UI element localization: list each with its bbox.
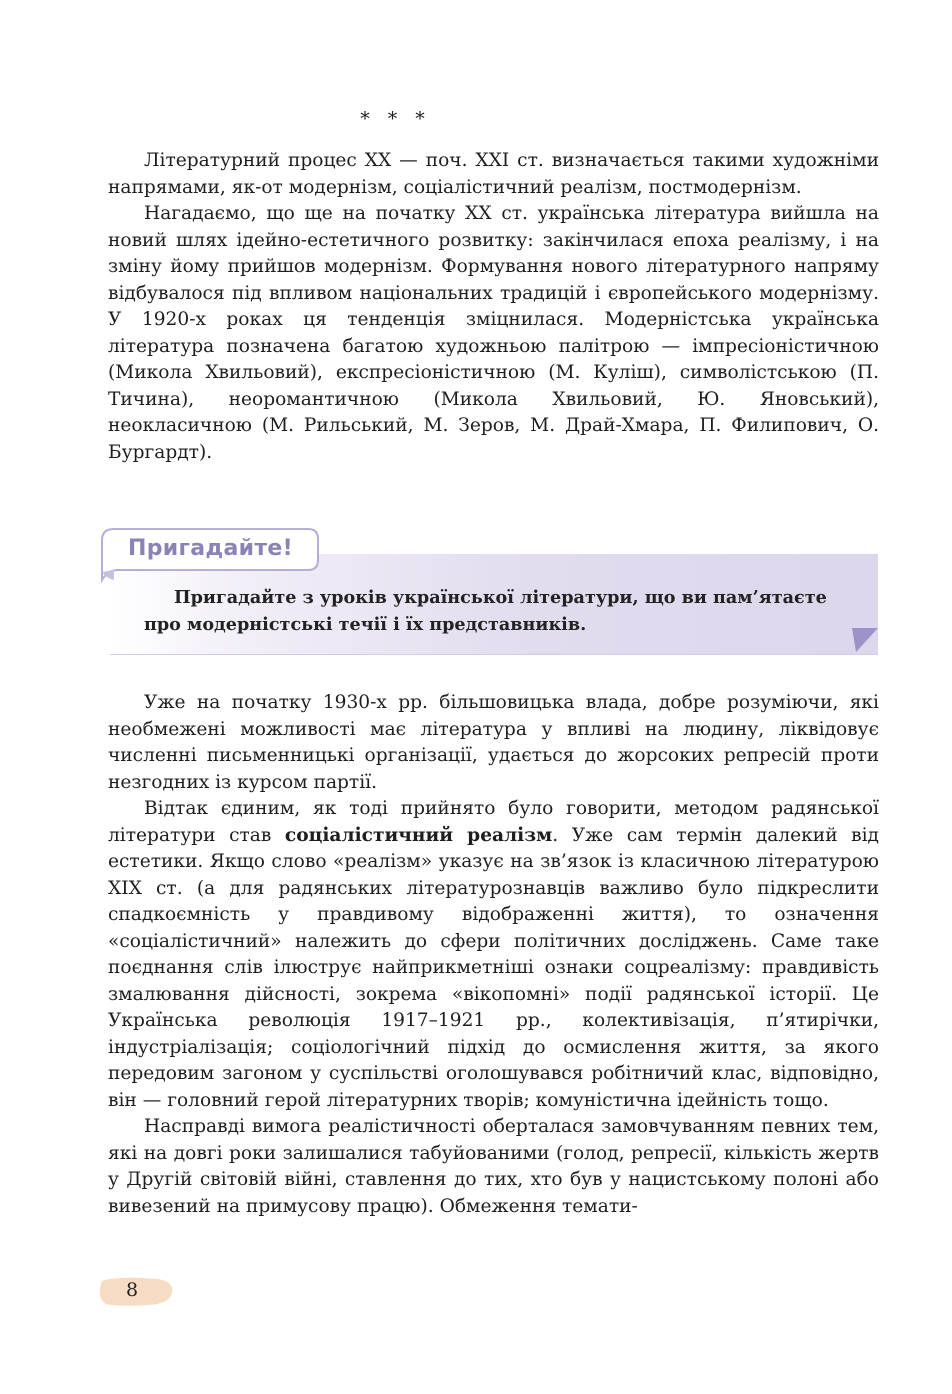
paragraph-text: . Уже сам термін далекий від естетики. Якщо слово «реалізм» указує на зв’язок із класичною літературою XIX ст. (а для радянських літературознавців важливо було підкреслити спадкоємність у правдивому відображенні життя), то означення «соціалістичний» належить до сфери політичних досліджень. Саме таке поєднання слів ілюструє найприкметніші ознаки соцреалізму: правдивість змалювання дійсності, зокрема «вікопомні» події радянської історії. Це Українська революція 1917–1921 рр., колективізація, п’ятирічки, індустріалізація; соціологічний підхід до осмислення життя, за якого передовим загоном у суспільстві оголошувався робітничий клас, відповідно, він — головний герой літературних творів; комуністична ідейність тощо. xyxy=(108,824,879,1111)
callout-tab xyxy=(100,526,320,576)
paragraph: Уже на початку 1930-х рр. більшовицька влада, добре розуміючи, які необмежені можливості має література у впливі на людину, ліквідовує численні письменницькі організації, удається до жорсоких репресій проти незгодних із курсом партії. xyxy=(108,692,879,793)
paragraph xyxy=(108,796,879,1114)
page-number-badge xyxy=(98,1276,178,1308)
paragraph: Насправді вимога реалістичності оберталася замовчуванням певних тем, які на довгі роки залишалися табуйованими (голод, репресії, кількість жертв у Другій світовій війні, ставлення до тих, хто був у нацистському полоні або вивезений на примусову працю). Обмеження темати- xyxy=(108,1116,879,1217)
paragraph: Літературний процес XX — поч. XXI ст. визначається такими художніми напрямами, як-от модернізм, соціалістичний реалізм, постмодернізм. xyxy=(108,150,879,198)
paragraph-text: Відтак єдиним, як тоді прийнято було говорити, методом радянської літератури став xyxy=(108,798,879,846)
page-corner-icon xyxy=(852,628,880,654)
callout-text: Пригадайте з уроків української літератури, що ви пам’ятаєте про модерністські течії і їх представників. xyxy=(144,587,827,635)
section-separator: * * * xyxy=(360,108,431,130)
text-block-top xyxy=(108,148,879,466)
page-number: 8 xyxy=(126,1279,139,1301)
bold-term: соціалістичний реалізм xyxy=(284,824,553,846)
callout-title: Пригадайте! xyxy=(128,536,293,561)
reminder-callout xyxy=(100,526,880,658)
text-block-bottom xyxy=(108,690,879,1220)
paragraph: Нагадаємо, що ще на початку XX ст. українська література вийшла на новий шлях ідейно-естетичного розвитку: закінчилася епоха реалізму, і на зміну йому прийшов модернізм. Формування нового літературного напряму відбувалося під впливом національних традицій і європейського модернізму. У 1920-х роках ця тенденція зміцнилася. Модерністська українська література позначена багатою художньою палітрою — імпресіоністичною (Микола Хвильовий), експресіоністичною (М. Куліш), символістською (П. Тичина), неоромантичною (Микола Хвильовий, Ю. Яновський), неокласичною (М. Рильський, М. Зеров, М. Драй-Хмара, П. Филипович, О. Бургардт). xyxy=(108,203,879,463)
